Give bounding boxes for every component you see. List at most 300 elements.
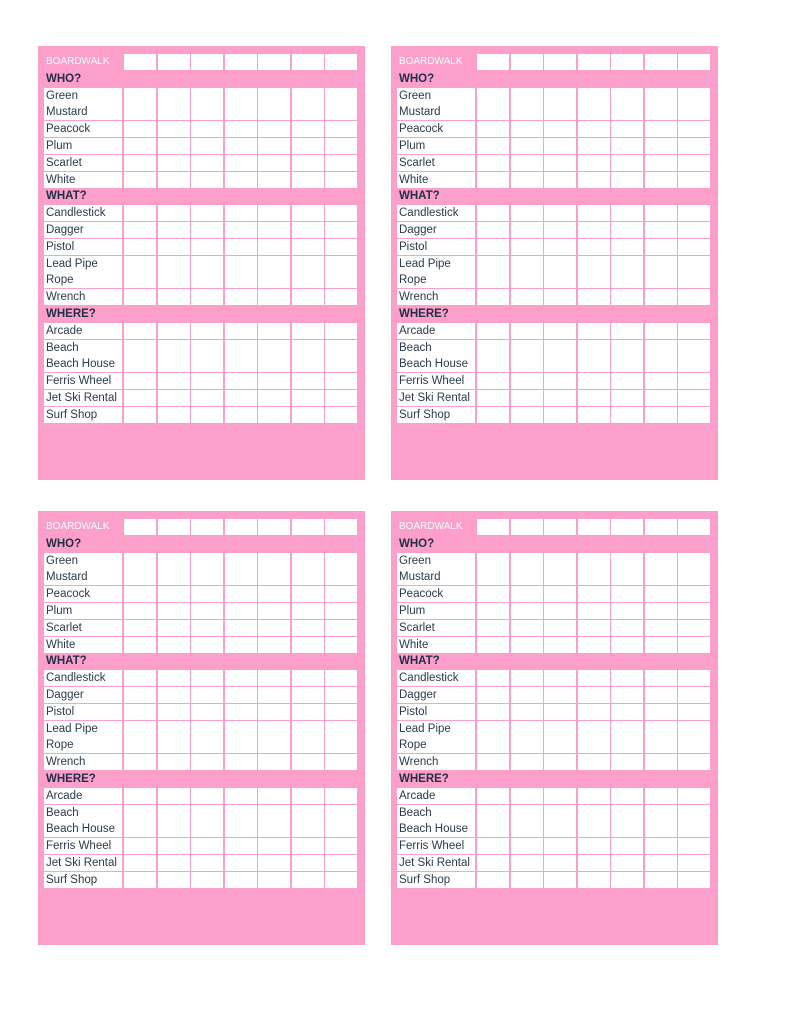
clue-checkbox[interactable] bbox=[124, 407, 156, 423]
clue-checkbox[interactable] bbox=[611, 138, 643, 154]
clue-checkbox[interactable] bbox=[225, 256, 257, 272]
clue-checkbox[interactable] bbox=[325, 205, 357, 221]
clue-checkbox[interactable] bbox=[645, 239, 677, 255]
clue-checkbox[interactable] bbox=[511, 754, 543, 770]
clue-checkbox[interactable] bbox=[325, 407, 357, 423]
clue-checkbox[interactable] bbox=[611, 172, 643, 188]
clue-checkbox[interactable] bbox=[258, 323, 290, 339]
clue-checkbox[interactable] bbox=[124, 637, 156, 653]
clue-checkbox[interactable] bbox=[258, 256, 290, 272]
title-column-checkbox[interactable] bbox=[258, 519, 290, 535]
clue-checkbox[interactable] bbox=[292, 603, 324, 619]
clue-checkbox[interactable] bbox=[578, 340, 610, 356]
clue-checkbox[interactable] bbox=[191, 272, 223, 288]
clue-checkbox[interactable] bbox=[124, 805, 156, 821]
clue-checkbox[interactable] bbox=[225, 155, 257, 171]
clue-checkbox[interactable] bbox=[477, 838, 509, 854]
clue-checkbox[interactable] bbox=[611, 586, 643, 602]
clue-checkbox[interactable] bbox=[678, 737, 710, 753]
clue-checkbox[interactable] bbox=[292, 620, 324, 636]
clue-checkbox[interactable] bbox=[225, 390, 257, 406]
title-column-checkbox[interactable] bbox=[678, 519, 710, 535]
clue-checkbox[interactable] bbox=[258, 704, 290, 720]
clue-checkbox[interactable] bbox=[225, 603, 257, 619]
clue-checkbox[interactable] bbox=[477, 407, 509, 423]
clue-checkbox[interactable] bbox=[578, 620, 610, 636]
clue-checkbox[interactable] bbox=[325, 172, 357, 188]
clue-checkbox[interactable] bbox=[225, 289, 257, 305]
clue-checkbox[interactable] bbox=[325, 390, 357, 406]
clue-checkbox[interactable] bbox=[645, 687, 677, 703]
clue-checkbox[interactable] bbox=[511, 138, 543, 154]
clue-checkbox[interactable] bbox=[325, 356, 357, 372]
clue-checkbox[interactable] bbox=[292, 155, 324, 171]
clue-checkbox[interactable] bbox=[544, 737, 576, 753]
clue-checkbox[interactable] bbox=[511, 104, 543, 120]
clue-checkbox[interactable] bbox=[544, 569, 576, 585]
clue-checkbox[interactable] bbox=[124, 754, 156, 770]
clue-checkbox[interactable] bbox=[225, 805, 257, 821]
clue-checkbox[interactable] bbox=[124, 737, 156, 753]
clue-checkbox[interactable] bbox=[292, 172, 324, 188]
clue-checkbox[interactable] bbox=[578, 373, 610, 389]
clue-checkbox[interactable] bbox=[511, 256, 543, 272]
clue-checkbox[interactable] bbox=[611, 222, 643, 238]
clue-checkbox[interactable] bbox=[225, 620, 257, 636]
clue-checkbox[interactable] bbox=[124, 239, 156, 255]
title-column-checkbox[interactable] bbox=[645, 54, 677, 70]
clue-checkbox[interactable] bbox=[325, 821, 357, 837]
clue-checkbox[interactable] bbox=[477, 603, 509, 619]
clue-checkbox[interactable] bbox=[611, 407, 643, 423]
clue-checkbox[interactable] bbox=[325, 88, 357, 104]
clue-checkbox[interactable] bbox=[645, 323, 677, 339]
clue-checkbox[interactable] bbox=[325, 670, 357, 686]
clue-checkbox[interactable] bbox=[678, 569, 710, 585]
clue-checkbox[interactable] bbox=[645, 256, 677, 272]
clue-checkbox[interactable] bbox=[511, 805, 543, 821]
title-column-checkbox[interactable] bbox=[511, 54, 543, 70]
clue-checkbox[interactable] bbox=[325, 603, 357, 619]
clue-checkbox[interactable] bbox=[678, 272, 710, 288]
clue-checkbox[interactable] bbox=[124, 272, 156, 288]
clue-checkbox[interactable] bbox=[678, 855, 710, 871]
clue-checkbox[interactable] bbox=[611, 872, 643, 888]
clue-checkbox[interactable] bbox=[292, 637, 324, 653]
clue-checkbox[interactable] bbox=[225, 721, 257, 737]
clue-checkbox[interactable] bbox=[158, 637, 190, 653]
clue-checkbox[interactable] bbox=[678, 586, 710, 602]
clue-checkbox[interactable] bbox=[645, 172, 677, 188]
clue-checkbox[interactable] bbox=[191, 872, 223, 888]
clue-checkbox[interactable] bbox=[611, 721, 643, 737]
clue-checkbox[interactable] bbox=[678, 104, 710, 120]
clue-checkbox[interactable] bbox=[158, 553, 190, 569]
clue-checkbox[interactable] bbox=[477, 586, 509, 602]
clue-checkbox[interactable] bbox=[611, 704, 643, 720]
clue-checkbox[interactable] bbox=[225, 138, 257, 154]
clue-checkbox[interactable] bbox=[544, 805, 576, 821]
clue-checkbox[interactable] bbox=[258, 687, 290, 703]
clue-checkbox[interactable] bbox=[191, 637, 223, 653]
clue-checkbox[interactable] bbox=[325, 754, 357, 770]
clue-checkbox[interactable] bbox=[124, 323, 156, 339]
clue-checkbox[interactable] bbox=[258, 407, 290, 423]
clue-checkbox[interactable] bbox=[678, 788, 710, 804]
clue-checkbox[interactable] bbox=[477, 687, 509, 703]
clue-checkbox[interactable] bbox=[678, 356, 710, 372]
clue-checkbox[interactable] bbox=[578, 88, 610, 104]
clue-checkbox[interactable] bbox=[645, 805, 677, 821]
clue-checkbox[interactable] bbox=[292, 737, 324, 753]
clue-checkbox[interactable] bbox=[292, 569, 324, 585]
clue-checkbox[interactable] bbox=[124, 687, 156, 703]
clue-checkbox[interactable] bbox=[124, 670, 156, 686]
clue-checkbox[interactable] bbox=[544, 356, 576, 372]
clue-checkbox[interactable] bbox=[191, 721, 223, 737]
clue-checkbox[interactable] bbox=[544, 872, 576, 888]
clue-checkbox[interactable] bbox=[477, 222, 509, 238]
clue-checkbox[interactable] bbox=[611, 205, 643, 221]
clue-checkbox[interactable] bbox=[124, 872, 156, 888]
clue-checkbox[interactable] bbox=[678, 872, 710, 888]
clue-checkbox[interactable] bbox=[477, 373, 509, 389]
clue-checkbox[interactable] bbox=[678, 687, 710, 703]
clue-checkbox[interactable] bbox=[191, 603, 223, 619]
title-column-checkbox[interactable] bbox=[477, 54, 509, 70]
clue-checkbox[interactable] bbox=[544, 407, 576, 423]
clue-checkbox[interactable] bbox=[191, 222, 223, 238]
clue-checkbox[interactable] bbox=[191, 356, 223, 372]
clue-checkbox[interactable] bbox=[678, 553, 710, 569]
clue-checkbox[interactable] bbox=[258, 289, 290, 305]
clue-checkbox[interactable] bbox=[645, 754, 677, 770]
clue-checkbox[interactable] bbox=[191, 586, 223, 602]
clue-checkbox[interactable] bbox=[645, 272, 677, 288]
clue-checkbox[interactable] bbox=[325, 121, 357, 137]
clue-checkbox[interactable] bbox=[678, 805, 710, 821]
clue-checkbox[interactable] bbox=[158, 788, 190, 804]
clue-checkbox[interactable] bbox=[258, 88, 290, 104]
clue-checkbox[interactable] bbox=[292, 121, 324, 137]
clue-checkbox[interactable] bbox=[511, 637, 543, 653]
clue-checkbox[interactable] bbox=[511, 721, 543, 737]
clue-checkbox[interactable] bbox=[325, 289, 357, 305]
clue-checkbox[interactable] bbox=[645, 721, 677, 737]
clue-checkbox[interactable] bbox=[477, 704, 509, 720]
clue-checkbox[interactable] bbox=[511, 586, 543, 602]
clue-checkbox[interactable] bbox=[292, 805, 324, 821]
clue-checkbox[interactable] bbox=[225, 272, 257, 288]
clue-checkbox[interactable] bbox=[124, 373, 156, 389]
clue-checkbox[interactable] bbox=[477, 289, 509, 305]
clue-checkbox[interactable] bbox=[645, 104, 677, 120]
clue-checkbox[interactable] bbox=[258, 272, 290, 288]
title-column-checkbox[interactable] bbox=[292, 519, 324, 535]
clue-checkbox[interactable] bbox=[511, 356, 543, 372]
clue-checkbox[interactable] bbox=[477, 138, 509, 154]
clue-checkbox[interactable] bbox=[124, 205, 156, 221]
clue-checkbox[interactable] bbox=[225, 670, 257, 686]
clue-checkbox[interactable] bbox=[645, 670, 677, 686]
clue-checkbox[interactable] bbox=[611, 373, 643, 389]
clue-checkbox[interactable] bbox=[611, 104, 643, 120]
title-column-checkbox[interactable] bbox=[611, 519, 643, 535]
clue-checkbox[interactable] bbox=[191, 205, 223, 221]
clue-checkbox[interactable] bbox=[191, 687, 223, 703]
clue-checkbox[interactable] bbox=[124, 121, 156, 137]
clue-checkbox[interactable] bbox=[225, 323, 257, 339]
clue-checkbox[interactable] bbox=[544, 721, 576, 737]
clue-checkbox[interactable] bbox=[578, 172, 610, 188]
clue-checkbox[interactable] bbox=[611, 603, 643, 619]
clue-checkbox[interactable] bbox=[191, 323, 223, 339]
clue-checkbox[interactable] bbox=[225, 340, 257, 356]
clue-checkbox[interactable] bbox=[225, 637, 257, 653]
clue-checkbox[interactable] bbox=[477, 272, 509, 288]
clue-checkbox[interactable] bbox=[578, 805, 610, 821]
clue-checkbox[interactable] bbox=[258, 239, 290, 255]
clue-checkbox[interactable] bbox=[258, 553, 290, 569]
clue-checkbox[interactable] bbox=[258, 805, 290, 821]
clue-checkbox[interactable] bbox=[544, 340, 576, 356]
clue-checkbox[interactable] bbox=[292, 838, 324, 854]
clue-checkbox[interactable] bbox=[225, 569, 257, 585]
clue-checkbox[interactable] bbox=[258, 172, 290, 188]
clue-checkbox[interactable] bbox=[477, 239, 509, 255]
clue-checkbox[interactable] bbox=[544, 754, 576, 770]
clue-checkbox[interactable] bbox=[124, 340, 156, 356]
clue-checkbox[interactable] bbox=[645, 788, 677, 804]
clue-checkbox[interactable] bbox=[292, 821, 324, 837]
clue-checkbox[interactable] bbox=[678, 704, 710, 720]
clue-checkbox[interactable] bbox=[225, 704, 257, 720]
clue-checkbox[interactable] bbox=[158, 272, 190, 288]
clue-checkbox[interactable] bbox=[477, 340, 509, 356]
clue-checkbox[interactable] bbox=[477, 637, 509, 653]
clue-checkbox[interactable] bbox=[225, 222, 257, 238]
clue-checkbox[interactable] bbox=[578, 323, 610, 339]
clue-checkbox[interactable] bbox=[544, 272, 576, 288]
clue-checkbox[interactable] bbox=[678, 155, 710, 171]
clue-checkbox[interactable] bbox=[544, 88, 576, 104]
clue-checkbox[interactable] bbox=[544, 637, 576, 653]
clue-checkbox[interactable] bbox=[292, 289, 324, 305]
title-column-checkbox[interactable] bbox=[645, 519, 677, 535]
clue-checkbox[interactable] bbox=[325, 340, 357, 356]
clue-checkbox[interactable] bbox=[258, 155, 290, 171]
clue-checkbox[interactable] bbox=[578, 838, 610, 854]
clue-checkbox[interactable] bbox=[191, 670, 223, 686]
clue-checkbox[interactable] bbox=[124, 88, 156, 104]
clue-checkbox[interactable] bbox=[292, 88, 324, 104]
clue-checkbox[interactable] bbox=[544, 289, 576, 305]
clue-checkbox[interactable] bbox=[678, 390, 710, 406]
clue-checkbox[interactable] bbox=[578, 737, 610, 753]
clue-checkbox[interactable] bbox=[511, 205, 543, 221]
clue-checkbox[interactable] bbox=[645, 390, 677, 406]
clue-checkbox[interactable] bbox=[325, 569, 357, 585]
title-column-checkbox[interactable] bbox=[158, 54, 190, 70]
clue-checkbox[interactable] bbox=[477, 155, 509, 171]
clue-checkbox[interactable] bbox=[611, 390, 643, 406]
clue-checkbox[interactable] bbox=[678, 721, 710, 737]
clue-checkbox[interactable] bbox=[158, 172, 190, 188]
clue-checkbox[interactable] bbox=[292, 272, 324, 288]
clue-checkbox[interactable] bbox=[578, 356, 610, 372]
clue-checkbox[interactable] bbox=[645, 620, 677, 636]
clue-checkbox[interactable] bbox=[645, 838, 677, 854]
clue-checkbox[interactable] bbox=[191, 155, 223, 171]
title-column-checkbox[interactable] bbox=[325, 54, 357, 70]
clue-checkbox[interactable] bbox=[325, 872, 357, 888]
clue-checkbox[interactable] bbox=[477, 872, 509, 888]
clue-checkbox[interactable] bbox=[511, 390, 543, 406]
clue-checkbox[interactable] bbox=[124, 222, 156, 238]
clue-checkbox[interactable] bbox=[611, 289, 643, 305]
clue-checkbox[interactable] bbox=[511, 155, 543, 171]
clue-checkbox[interactable] bbox=[191, 390, 223, 406]
clue-checkbox[interactable] bbox=[325, 104, 357, 120]
clue-checkbox[interactable] bbox=[191, 138, 223, 154]
clue-checkbox[interactable] bbox=[292, 323, 324, 339]
clue-checkbox[interactable] bbox=[158, 340, 190, 356]
clue-checkbox[interactable] bbox=[544, 373, 576, 389]
clue-checkbox[interactable] bbox=[678, 821, 710, 837]
clue-checkbox[interactable] bbox=[191, 88, 223, 104]
clue-checkbox[interactable] bbox=[544, 603, 576, 619]
clue-checkbox[interactable] bbox=[158, 569, 190, 585]
clue-checkbox[interactable] bbox=[191, 256, 223, 272]
clue-checkbox[interactable] bbox=[477, 356, 509, 372]
clue-checkbox[interactable] bbox=[645, 737, 677, 753]
clue-checkbox[interactable] bbox=[477, 569, 509, 585]
clue-checkbox[interactable] bbox=[191, 704, 223, 720]
clue-checkbox[interactable] bbox=[678, 256, 710, 272]
clue-checkbox[interactable] bbox=[225, 205, 257, 221]
clue-checkbox[interactable] bbox=[477, 390, 509, 406]
clue-checkbox[interactable] bbox=[325, 222, 357, 238]
clue-checkbox[interactable] bbox=[611, 788, 643, 804]
clue-checkbox[interactable] bbox=[225, 737, 257, 753]
clue-checkbox[interactable] bbox=[158, 704, 190, 720]
clue-checkbox[interactable] bbox=[258, 356, 290, 372]
clue-checkbox[interactable] bbox=[645, 704, 677, 720]
title-column-checkbox[interactable] bbox=[511, 519, 543, 535]
clue-checkbox[interactable] bbox=[511, 821, 543, 837]
clue-checkbox[interactable] bbox=[678, 754, 710, 770]
clue-checkbox[interactable] bbox=[611, 637, 643, 653]
clue-checkbox[interactable] bbox=[578, 687, 610, 703]
clue-checkbox[interactable] bbox=[325, 704, 357, 720]
clue-checkbox[interactable] bbox=[511, 407, 543, 423]
clue-checkbox[interactable] bbox=[191, 754, 223, 770]
clue-checkbox[interactable] bbox=[158, 88, 190, 104]
clue-checkbox[interactable] bbox=[678, 323, 710, 339]
clue-checkbox[interactable] bbox=[611, 805, 643, 821]
clue-checkbox[interactable] bbox=[511, 569, 543, 585]
clue-checkbox[interactable] bbox=[258, 390, 290, 406]
clue-checkbox[interactable] bbox=[645, 855, 677, 871]
clue-checkbox[interactable] bbox=[191, 373, 223, 389]
clue-checkbox[interactable] bbox=[191, 104, 223, 120]
clue-checkbox[interactable] bbox=[544, 788, 576, 804]
clue-checkbox[interactable] bbox=[325, 155, 357, 171]
clue-checkbox[interactable] bbox=[544, 222, 576, 238]
clue-checkbox[interactable] bbox=[258, 754, 290, 770]
clue-checkbox[interactable] bbox=[158, 121, 190, 137]
clue-checkbox[interactable] bbox=[477, 721, 509, 737]
clue-checkbox[interactable] bbox=[611, 121, 643, 137]
clue-checkbox[interactable] bbox=[511, 222, 543, 238]
clue-checkbox[interactable] bbox=[578, 390, 610, 406]
clue-checkbox[interactable] bbox=[191, 121, 223, 137]
clue-checkbox[interactable] bbox=[258, 205, 290, 221]
clue-checkbox[interactable] bbox=[292, 256, 324, 272]
clue-checkbox[interactable] bbox=[292, 788, 324, 804]
clue-checkbox[interactable] bbox=[158, 821, 190, 837]
clue-checkbox[interactable] bbox=[611, 838, 643, 854]
clue-checkbox[interactable] bbox=[477, 620, 509, 636]
clue-checkbox[interactable] bbox=[544, 155, 576, 171]
clue-checkbox[interactable] bbox=[544, 256, 576, 272]
clue-checkbox[interactable] bbox=[225, 821, 257, 837]
clue-checkbox[interactable] bbox=[292, 704, 324, 720]
clue-checkbox[interactable] bbox=[477, 172, 509, 188]
clue-checkbox[interactable] bbox=[124, 855, 156, 871]
clue-checkbox[interactable] bbox=[225, 586, 257, 602]
clue-checkbox[interactable] bbox=[158, 603, 190, 619]
clue-checkbox[interactable] bbox=[645, 407, 677, 423]
clue-checkbox[interactable] bbox=[578, 289, 610, 305]
clue-checkbox[interactable] bbox=[191, 407, 223, 423]
title-column-checkbox[interactable] bbox=[578, 519, 610, 535]
clue-checkbox[interactable] bbox=[225, 687, 257, 703]
clue-checkbox[interactable] bbox=[158, 586, 190, 602]
clue-checkbox[interactable] bbox=[578, 104, 610, 120]
clue-checkbox[interactable] bbox=[477, 754, 509, 770]
clue-checkbox[interactable] bbox=[511, 838, 543, 854]
clue-checkbox[interactable] bbox=[325, 323, 357, 339]
clue-checkbox[interactable] bbox=[158, 356, 190, 372]
clue-checkbox[interactable] bbox=[225, 373, 257, 389]
clue-checkbox[interactable] bbox=[544, 323, 576, 339]
clue-checkbox[interactable] bbox=[325, 721, 357, 737]
clue-checkbox[interactable] bbox=[544, 855, 576, 871]
clue-checkbox[interactable] bbox=[544, 239, 576, 255]
clue-checkbox[interactable] bbox=[611, 239, 643, 255]
clue-checkbox[interactable] bbox=[225, 872, 257, 888]
clue-checkbox[interactable] bbox=[258, 670, 290, 686]
clue-checkbox[interactable] bbox=[511, 239, 543, 255]
clue-checkbox[interactable] bbox=[325, 737, 357, 753]
clue-checkbox[interactable] bbox=[258, 340, 290, 356]
clue-checkbox[interactable] bbox=[124, 138, 156, 154]
clue-checkbox[interactable] bbox=[158, 205, 190, 221]
title-column-checkbox[interactable] bbox=[292, 54, 324, 70]
clue-checkbox[interactable] bbox=[678, 407, 710, 423]
clue-checkbox[interactable] bbox=[477, 805, 509, 821]
clue-checkbox[interactable] bbox=[158, 390, 190, 406]
clue-checkbox[interactable] bbox=[611, 272, 643, 288]
clue-checkbox[interactable] bbox=[225, 855, 257, 871]
clue-checkbox[interactable] bbox=[225, 88, 257, 104]
clue-checkbox[interactable] bbox=[325, 586, 357, 602]
clue-checkbox[interactable] bbox=[578, 272, 610, 288]
clue-checkbox[interactable] bbox=[544, 620, 576, 636]
clue-checkbox[interactable] bbox=[578, 205, 610, 221]
clue-checkbox[interactable] bbox=[544, 687, 576, 703]
